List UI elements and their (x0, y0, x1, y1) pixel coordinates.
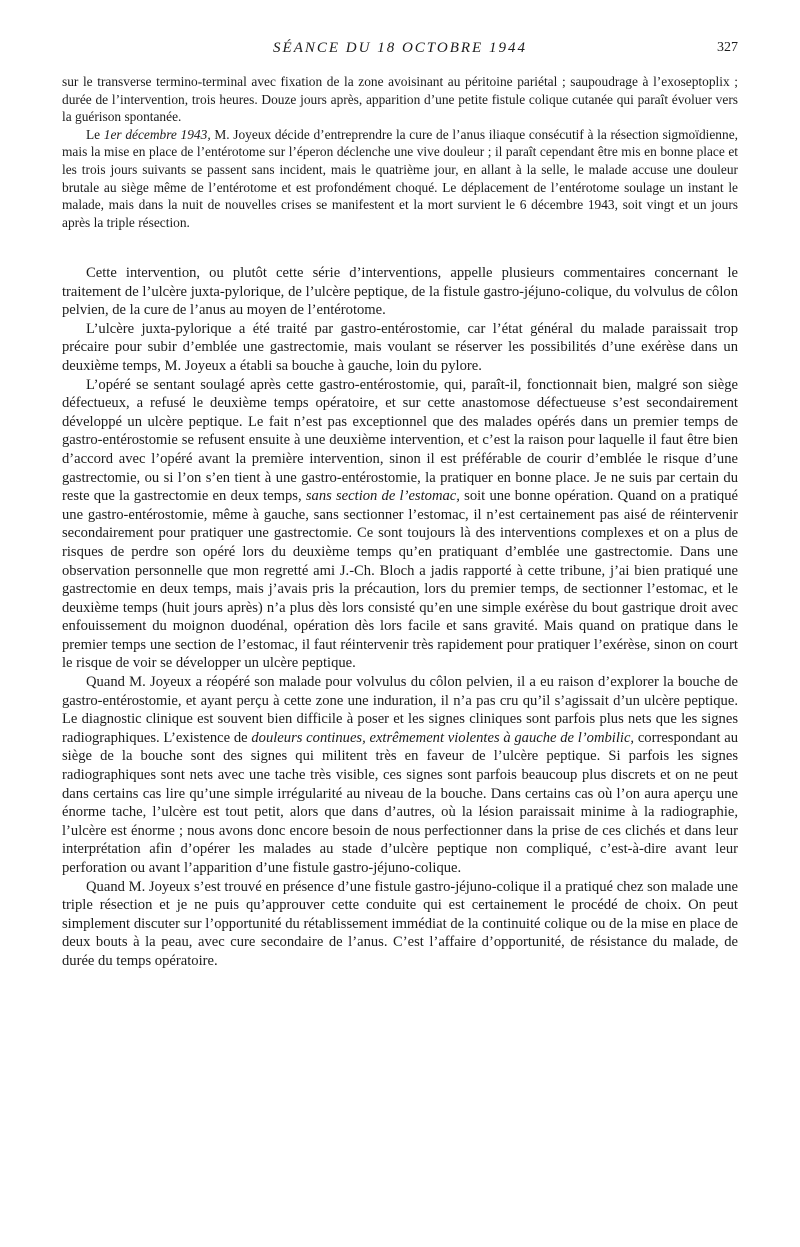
text-run: soit une bonne opération. Quand on a pratiqué une gastro-entérostomie, même à gauche, sans sectionner l’estomac, il n’est certainement pas aisé de réintervenir secondairement pour pratiquer une gastrectomie. Ce sont toujours là des interventions complexes et on a plus de risques de perdre son opéré lors du deuxième temps qu’en pratiquant d’emblée une gastrectomie. Dans une observation personnelle que mon regretté ami J.-Ch. Bloch a jadis rapporté à cette tribune, j’ai bien pratiqué une gastrectomie en deux temps, mais j’avais pris la précaution, lors du premier temps, de sectionner l’estomac, et le deuxième temps (huit jours après) n’a plus dès lors consisté qu’en une simple exérèse du bout gastrique droit avec enfouissement du moignon duodénal, opération dès lors facile et sans gravité. Mais quand on pratique dans le premier temps une section de l’estomac, il faut réintervenir très rapidement pour pratiquer l’exérèse, sinon on court le risque de voir se développer un ulcère peptique. (62, 488, 738, 672)
paragraph (62, 376, 738, 674)
text-run: correspondant au siège de la bouche sont des signes qui militent très en faveur de l’ulcère peptique. Si parfois les signes radiographiques sont nets avec une tache très visible, ces signes sont parfois beaucoup plus discrets et on ne peut dans certains cas lire qu’une simple irrégularité au niveau de la bouche. Dans certains cas où l’on aura aperçu une énorme tache, l’ulcère est tout petit, alors que dans d’autres, où la lésion paraissait minime à la radiographie, l’ulcère est énorme ; nous avons donc encore besoin de nous perfectionner dans la prise de ces clichés et dans leur interprétation afin d’opérer les malades au stade d’ulcère peptique non compliqué, c’est-à-dire avant leur perforation ou avant l’apparition d’une fistule gastro-jéjuno-colique. (62, 729, 738, 876)
paragraph (62, 126, 738, 232)
running-title: SÉANCE DU 18 OCTOBRE 1944 (273, 40, 527, 56)
text-run: Quand M. Joyeux a réopéré son malade pour volvulus du côlon pelvien, il a eu raison d’explorer la bouche de gastro-entérostomie, et ayant perçu à cette zone une induration, il n’a pas cru qu’il s’agissait d’un ulcère peptique. Le diagnostic clinique est souvent bien difficile à poser et les signes cliniques sont parfois plus nets que les signes radiographiques. L’existence de (62, 674, 738, 746)
section-case-report (62, 73, 738, 231)
text-run: Le (86, 126, 104, 142)
text-run: M. Joyeux décide d’entreprendre la cure de l’anus iliaque consécutif à la résection sigmoïdienne, mais la mise en place de l’entérotome sur l’éperon déclenche une vive douleur ; il paraît cependant être mis en bonne place et les trois jours suivants se passent sans incident, mais le quatrième jour, en allant à la selle, le malade accuse une douleur brutale au siège même de l’entérotome et est profondément choqué. Le déplacement de l’entérotome soulage un instant le malade, mais dans la nuit de nouvelles crises se manifestent et la mort survient le 6 décembre 1943, soit vingt et un jours après la triple résection. (62, 126, 738, 230)
paragraph (62, 673, 738, 878)
italic-text: 1er décembre 1943, (103, 126, 211, 142)
italic-text: sans section de l’estomac, (305, 488, 460, 505)
paragraph (62, 73, 738, 126)
page-number: 327 (717, 40, 738, 55)
paragraph (62, 878, 738, 971)
text-run: Cette intervention, ou plutôt cette série d’interventions, appelle plusieurs commentaires concernant le traitement de l’ulcère juxta-pylorique, de l’ulcère peptique, de la fistule gastro-jéjuno-colique, du volvulus de côlon pelvien, de la cure de l’anus au moyen de l’entérotome. (62, 265, 738, 319)
text-run: L’ulcère juxta-pylorique a été traité par gastro-entérostomie, car l’état général du malade paraissait trop précaire pour subir d’emblée une gastrectomie, mais voulant se réserver les possibilités d’une exérèse dans un deuxième temps, M. Joyeux a établi sa bouche à gauche, loin du pylore. (62, 320, 738, 374)
text-run: sur le transverse termino-terminal avec fixation de la zone avoisinant au péritoine pariétal ; saupoudrage à l’exoseptoplix ; durée de l’intervention, trois heures. Douze jours après, apparition d’une petite fistule colique cutanée qui paraît évoluer vers la guérison spontanée. (62, 74, 738, 125)
italic-text: douleurs continues, extrêmement violentes à gauche de l’ombilic, (251, 729, 635, 746)
paragraph (62, 320, 738, 376)
text-run: Quand M. Joyeux s’est trouvé en présence d’une fistule gastro-jéjuno-colique il a pratiqué chez son malade une triple résection et je ne puis qu’approuver cette conduite qui est certainement le procédé de choix. On peut simplement discuter sur l’opportunité du rétablissement immédiat de la continuité colique ou de la mise en place de deux bouts à la peau, avec cure secondaire de l’anus. C’est l’affaire d’opportunité, de résistance du malade, de durée du temps opératoire. (62, 878, 738, 969)
paragraph (62, 264, 738, 320)
text-run: L’opéré se sentant soulagé après cette gastro-entérostomie, qui, paraît-il, fonctionnait bien, malgré son siège défectueux, a refusé le deuxième temps opératoire, et sur cette anastomose défectueuse s’est secondairement développé un ulcère peptique. Le fait n’est pas exceptionnel que des malades opérés dans un premier temps de gastro-entérostomie se refusent ensuite à une deuxième intervention, et c’est la raison pour laquelle il faut être bien d’accord avec l’opéré avant la première intervention, sinon il est préférable de courir d’emblée le risque d’une gastrectomie, ou si l’on s’en tient à une gastro-entérostomie, la pratiquer en bonne place. Je ne suis par certain du reste que la gastrectomie en deux temps, (62, 376, 738, 505)
page-header (62, 40, 738, 62)
section-commentary (62, 264, 738, 971)
